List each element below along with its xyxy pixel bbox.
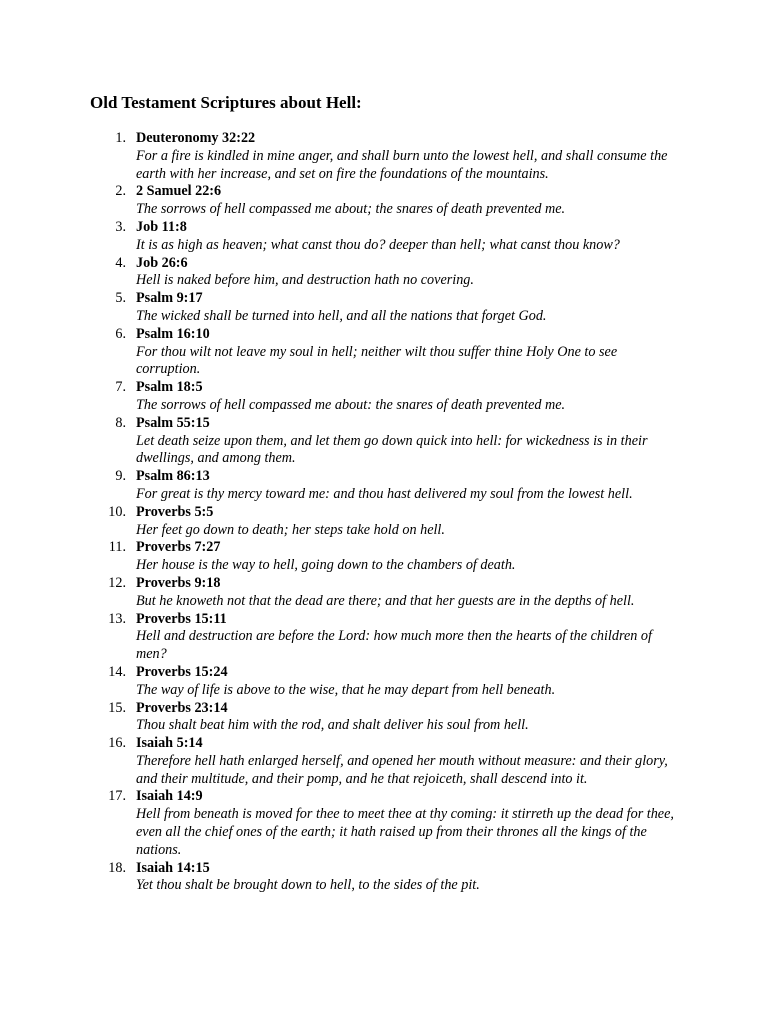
list-item — [0, 575, 676, 611]
scripture-text: For great is thy mercy toward me: and thou hast delivered my soul from the lowest hell. — [136, 485, 633, 502]
scripture-text: Yet thou shalt be brought down to hell, to the sides of the pit. — [136, 877, 480, 894]
list-item — [0, 415, 676, 468]
list-item — [0, 860, 676, 896]
list-item — [0, 290, 676, 326]
item-number: 8. — [115, 414, 126, 431]
scripture-text: Hell and destruction are before the Lord: how much more then the hearts of the children of men? — [136, 628, 652, 663]
item-number: 9. — [115, 468, 126, 485]
item-number: 15. — [108, 699, 126, 716]
scripture-reference: Proverbs 23:14 — [136, 699, 228, 716]
scripture-reference: Job 11:8 — [136, 218, 187, 235]
list-item — [0, 664, 676, 700]
scripture-text: For a fire is kindled in mine anger, and shall burn unto the lowest hell, and shall consume the earth with her increase, and set on fire the foundations of the mountains. — [136, 147, 668, 182]
item-number: 7. — [115, 379, 126, 396]
list-item — [0, 611, 676, 664]
list-item — [0, 788, 676, 859]
scripture-text: But he knoweth not that the dead are there; and that her guests are in the depths of hell. — [136, 592, 635, 609]
item-number: 16. — [108, 735, 126, 752]
scripture-text: The sorrows of hell compassed me about; the snares of death prevented me. — [136, 201, 566, 218]
scripture-text: Hell from beneath is moved for thee to meet thee at thy coming: it stirreth up the dead for thee, even all the chief ones of the earth; it hath raised up from their thrones all the kings of the nations. — [136, 806, 674, 858]
item-number: 17. — [108, 788, 126, 805]
list-item — [0, 379, 676, 415]
list-item — [0, 130, 676, 183]
item-number: 3. — [115, 218, 126, 235]
scripture-text: Her house is the way to hell, going down to the chambers of death. — [136, 557, 516, 574]
scripture-text: Her feet go down to death; her steps take hold on hell. — [136, 521, 445, 538]
scripture-text: The way of life is above to the wise, that he may depart from hell beneath. — [136, 681, 556, 698]
item-number: 4. — [115, 254, 126, 271]
item-number: 10. — [108, 503, 126, 520]
item-number: 13. — [108, 610, 126, 627]
scripture-reference: Proverbs 15:24 — [136, 663, 228, 680]
scripture-list — [0, 130, 768, 895]
scripture-reference: Isaiah 14:9 — [136, 788, 203, 805]
scripture-reference: Job 26:6 — [136, 254, 188, 271]
scripture-reference: Proverbs 9:18 — [136, 574, 221, 591]
item-number: 1. — [115, 130, 126, 146]
scripture-reference: Psalm 9:17 — [136, 290, 203, 307]
scripture-text: The wicked shall be turned into hell, and all the nations that forget God. — [136, 307, 547, 324]
list-item — [0, 700, 676, 736]
item-number: 11. — [108, 539, 126, 556]
list-item — [0, 735, 676, 788]
scripture-text: Let death seize upon them, and let them go down quick into hell: for wickedness is in their dwellings, and among them. — [136, 432, 648, 467]
scripture-text: Hell is naked before him, and destruction hath no covering. — [136, 272, 474, 289]
scripture-reference: Proverbs 15:11 — [136, 610, 227, 627]
list-item — [0, 539, 676, 575]
scripture-reference: Proverbs 7:27 — [136, 539, 221, 556]
item-number: 6. — [115, 325, 126, 342]
scripture-reference: Isaiah 14:15 — [136, 859, 210, 876]
list-item — [0, 255, 676, 291]
scripture-text: It is as high as heaven; what canst thou do? deeper than hell; what canst thou know? — [136, 236, 620, 253]
scripture-reference: Deuteronomy 32:22 — [136, 130, 256, 146]
item-number: 5. — [115, 290, 126, 307]
scripture-text: Thou shalt beat him with the rod, and shalt deliver his soul from hell. — [136, 717, 529, 734]
list-item — [0, 326, 676, 379]
document-title: Old Testament Scriptures about Hell: — [90, 93, 362, 112]
scripture-reference: Psalm 55:15 — [136, 414, 210, 431]
scripture-reference: Proverbs 5:5 — [136, 503, 214, 520]
scripture-text: The sorrows of hell compassed me about: the snares of death prevented me. — [136, 396, 566, 413]
scripture-reference: Isaiah 5:14 — [136, 735, 203, 752]
list-item — [0, 183, 676, 219]
scripture-reference: Psalm 18:5 — [136, 379, 203, 396]
scripture-reference: Psalm 86:13 — [136, 468, 210, 485]
item-number: 12. — [108, 574, 126, 591]
list-item — [0, 219, 676, 255]
item-number: 2. — [115, 183, 126, 200]
scripture-text: Therefore hell hath enlarged herself, and opened her mouth without measure: and their glory, and their multitude, and their pomp, and he that rejoiceth, shall descend into it. — [136, 752, 668, 787]
item-number: 18. — [108, 859, 126, 876]
scripture-reference: 2 Samuel 22:6 — [136, 183, 222, 200]
scripture-reference: Psalm 16:10 — [136, 325, 210, 342]
item-number: 14. — [108, 663, 126, 680]
list-item — [0, 468, 676, 504]
list-item — [0, 504, 676, 540]
scripture-text: For thou wilt not leave my soul in hell; neither wilt thou suffer thine Holy One to see corruption. — [136, 343, 618, 378]
